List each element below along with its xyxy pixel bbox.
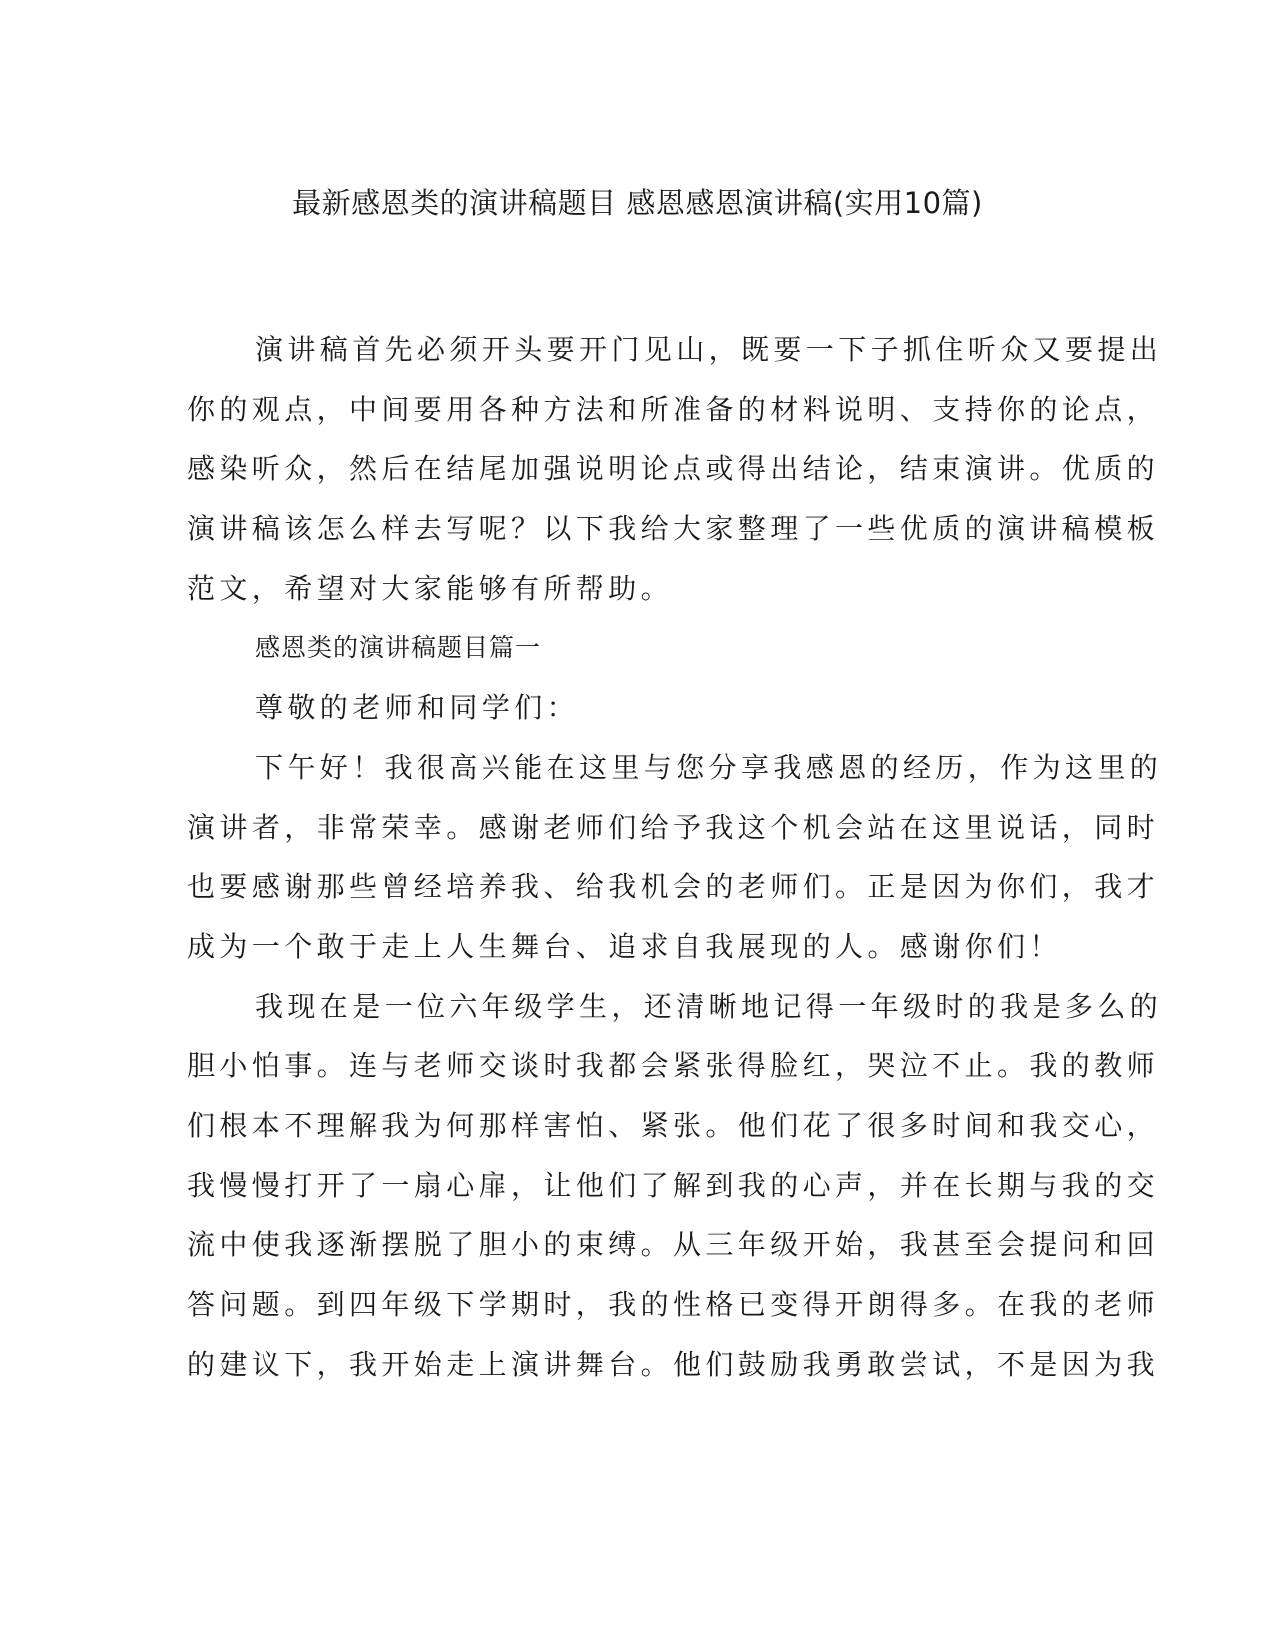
text-line: 演讲者，非常荣幸。感谢老师们给予我这个机会站在这里说话，同时 (187, 810, 1160, 844)
document-body (187, 320, 1163, 1394)
text-line: 我慢慢打开了一扇心扉，让他们了解到我的心声，并在长期与我的交 (187, 1168, 1160, 1202)
document-title: 最新感恩类的演讲稿题目 感恩感恩演讲稿(实用10篇) (292, 186, 983, 220)
text-line: 流中使我逐渐摆脱了胆小的束缚。从三年级开始，我甚至会提问和回 (187, 1228, 1160, 1262)
text-line: 尊敬的老师和同学们： (255, 691, 580, 725)
text-line: 的建议下，我开始走上演讲舞台。他们鼓励我勇敢尝试，不是因为我 (187, 1347, 1160, 1381)
text-line: 我现在是一位六年级学生，还清晰地记得一年级时的我是多么的 (255, 989, 1163, 1023)
text-line: 也要感谢那些曾经培养我、给我机会的老师们。正是因为你们，我才 (187, 870, 1160, 904)
text-line: 胆小怕事。连与老师交谈时我都会紧张得脸红，哭泣不止。我的教师 (187, 1049, 1160, 1083)
text-line: 成为一个敢于走上人生舞台、追求自我展现的人。感谢你们！ (187, 929, 1062, 963)
text-line: 范文，希望对大家能够有所帮助。 (187, 571, 674, 605)
text-line: 感染听众，然后在结尾加强说明论点或得出结论，结束演讲。优质的 (187, 452, 1160, 486)
text-line: 们根本不理解我为何那样害怕、紧张。他们花了很多时间和我交心， (187, 1108, 1160, 1142)
text-line: 下午好！我很高兴能在这里与您分享我感恩的经历，作为这里的 (255, 750, 1163, 784)
text-line: 答问题。到四年级下学期时，我的性格已变得开朗得多。在我的老师 (187, 1288, 1160, 1321)
text-line: 演讲稿该怎么样去写呢？以下我给大家整理了一些优质的演讲稿模板 (187, 512, 1160, 546)
section-heading: 感恩类的演讲稿题目篇一 (255, 633, 542, 663)
text-line: 你的观点，中间要用各种方法和所准备的材料说明、支持你的论点， (187, 392, 1160, 426)
text-line: 演讲稿首先必须开头要开门见山，既要一下子抓住听众又要提出 (255, 333, 1163, 366)
